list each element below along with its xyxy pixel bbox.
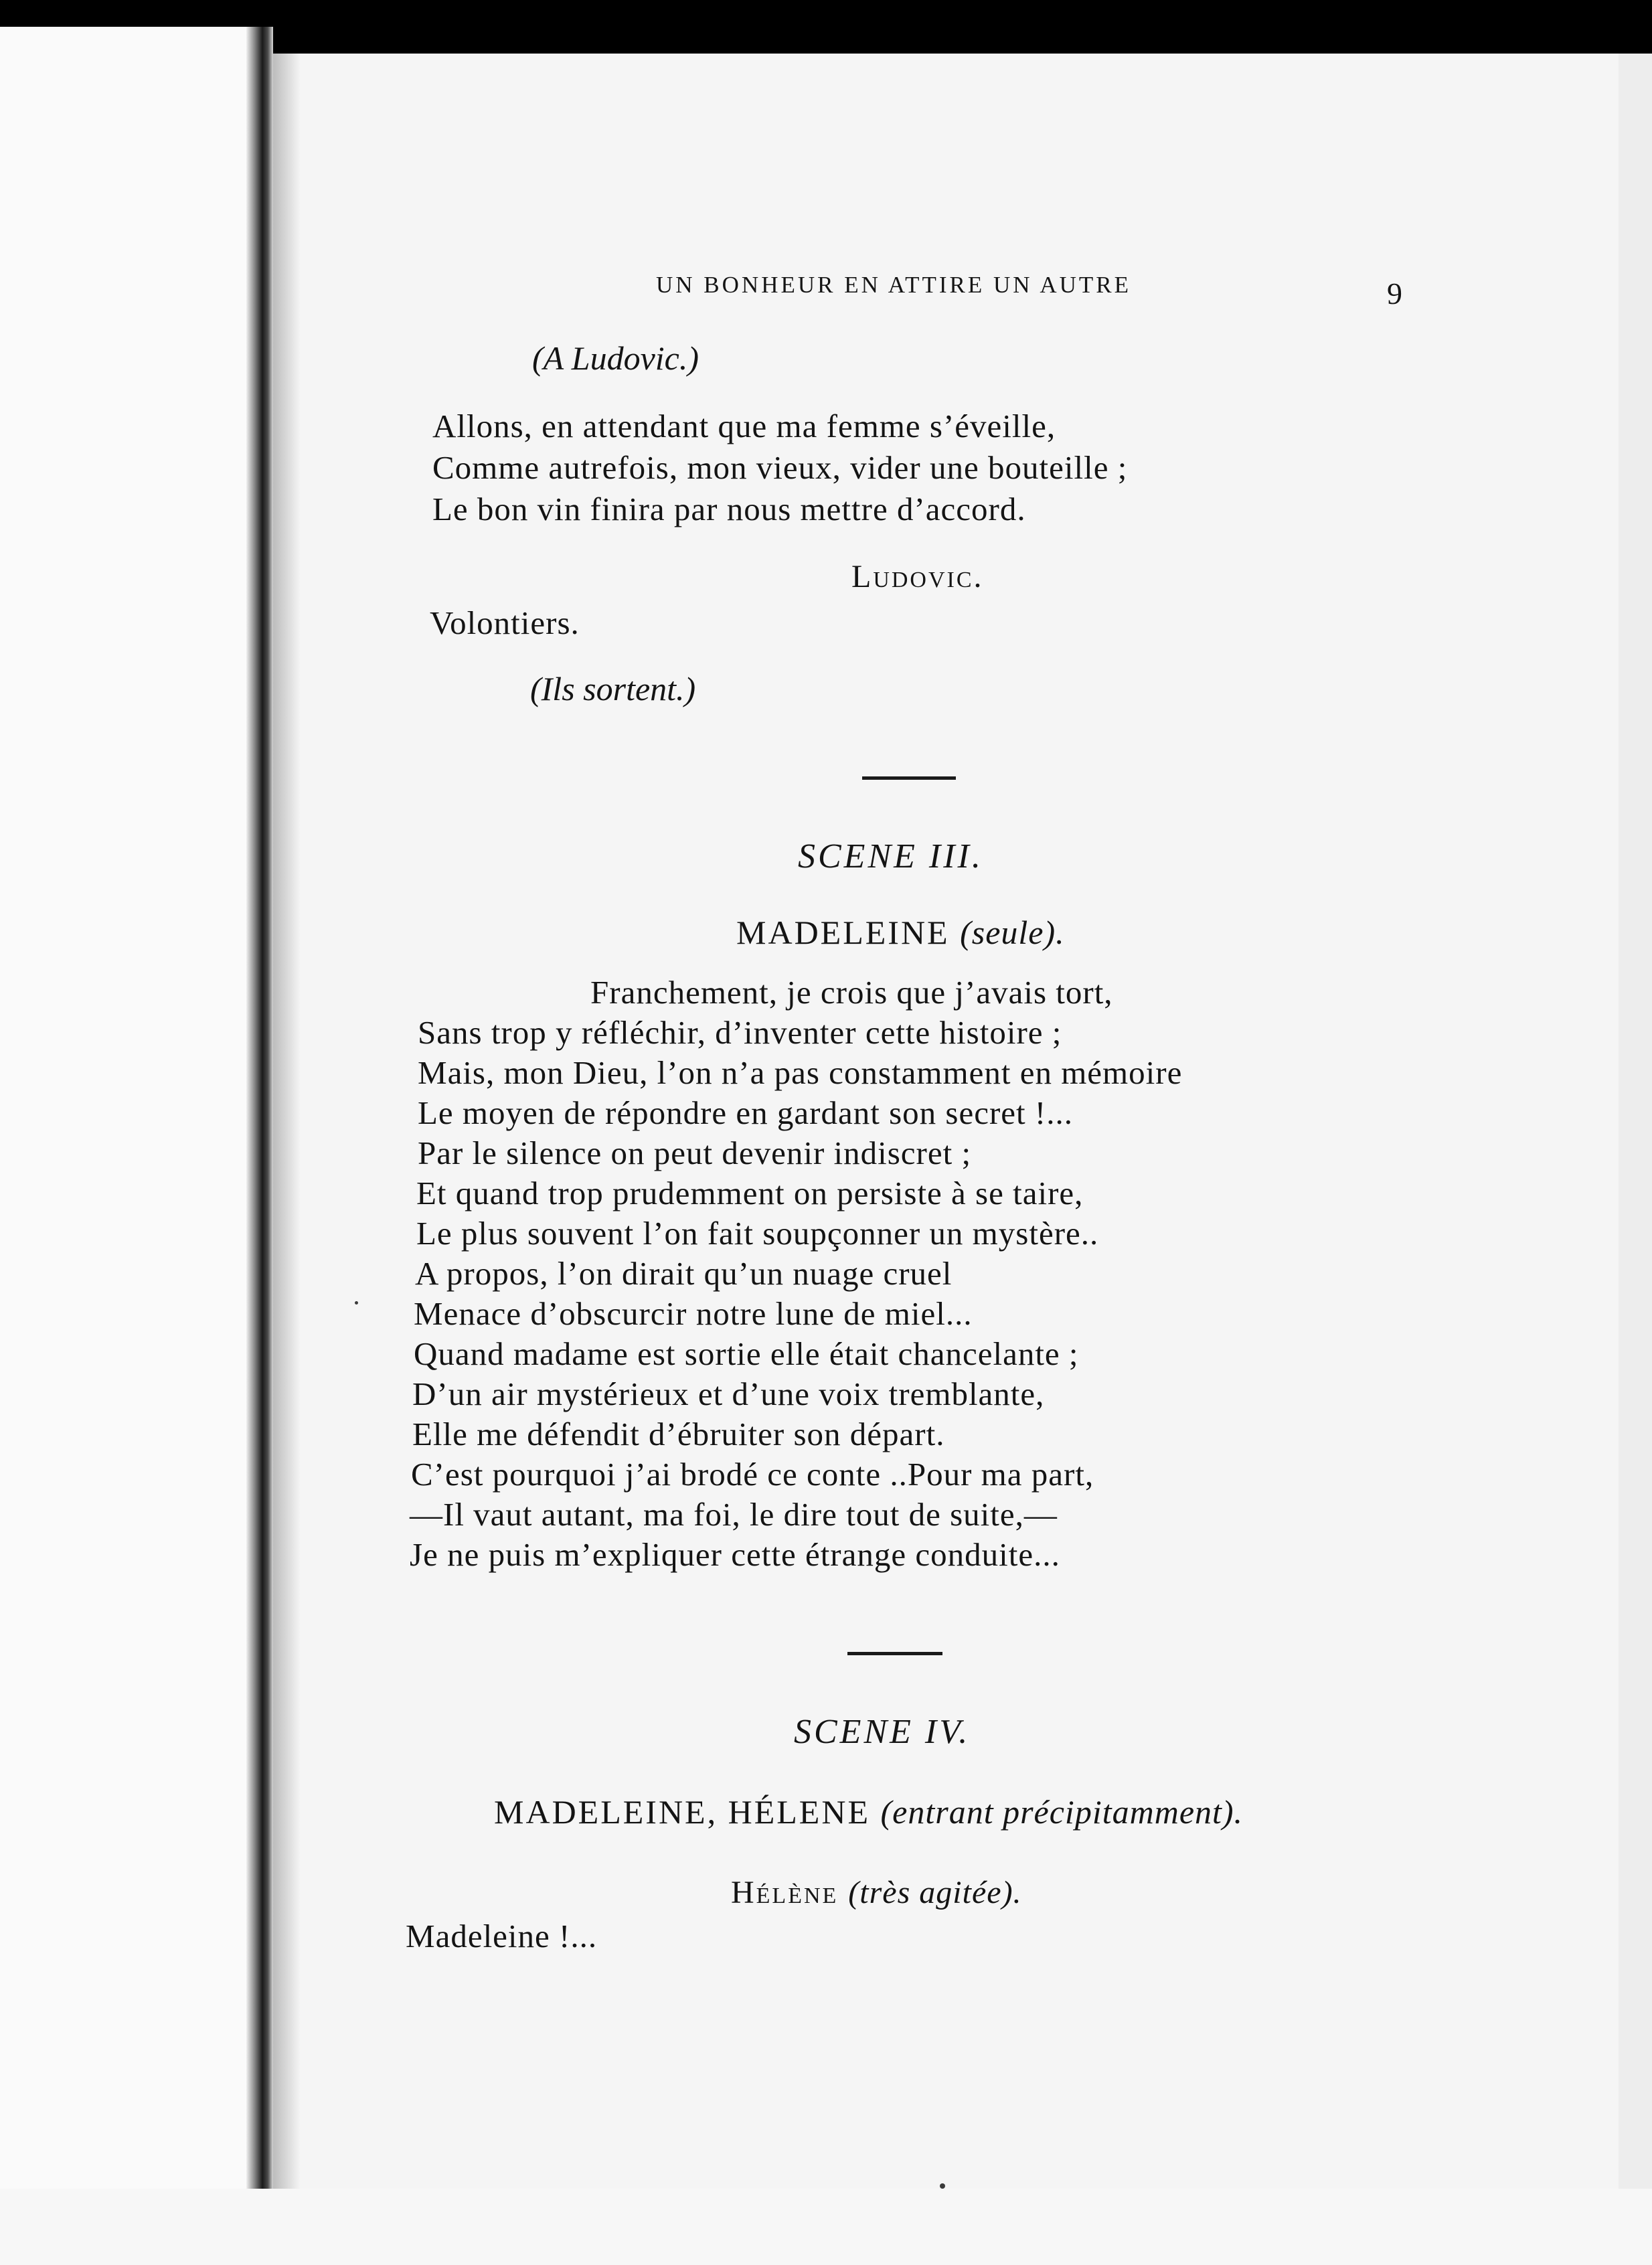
gutter-shadow (273, 54, 300, 2189)
page-right-edge (1619, 54, 1652, 2195)
page-bottom-margin (0, 2189, 1652, 2265)
verse-line: Le plus souvent l’on fait soupçonner un mystère.. (416, 1215, 1099, 1252)
verse-line: Franchement, je crois que j’avais tort, (590, 974, 1113, 1011)
page-number: 9 (1387, 276, 1402, 311)
stage-direction: (A Ludovic.) (532, 339, 699, 377)
verse-line: C’est pourquoi j’ai brodé ce conte ..Pour ma part, (411, 1456, 1094, 1493)
verse-line: Madeleine !... (406, 1918, 598, 1954)
ink-speck (355, 1301, 358, 1305)
verse-line: Menace d’obscurcir notre lune de miel... (414, 1295, 973, 1332)
left-page-margin (0, 27, 268, 2265)
verse-line: Et quand trop prudemment on persiste à se taire, (416, 1175, 1084, 1211)
verse-line: Comme autrefois, mon vieux, vider une bouteille ; (432, 449, 1128, 486)
speaker-name: MADELEINE (736, 914, 950, 951)
section-divider (847, 1652, 942, 1655)
book-spine (246, 27, 273, 2189)
verse-line: —Il vaut autant, ma foi, le dire tout de suite,— (410, 1496, 1058, 1533)
ink-speck (940, 2183, 945, 2189)
scene-characters (494, 1795, 1243, 1829)
speaker-direction: (très agitée). (848, 1875, 1022, 1910)
verse-line: Elle me défendit d’ébruiter son départ. (412, 1416, 945, 1452)
verse-line: D’un air mystérieux et d’une voix tremblante, (412, 1375, 1045, 1412)
scene-speaker (731, 1877, 1022, 1909)
verse-line: Je ne puis m’expliquer cette étrange conduite... (410, 1536, 1060, 1573)
speaker-name: Ludovic. (851, 559, 984, 594)
verse-line: Sans trop y réfléchir, d’inventer cette histoire ; (418, 1014, 1062, 1051)
verse-line: Le moyen de répondre en gardant son secret !... (418, 1094, 1073, 1131)
verse-line: Par le silence on peut devenir indiscret ; (418, 1135, 972, 1171)
scene-title: SCENE III. (798, 837, 983, 875)
verse-line: Quand madame est sortie elle était chancelante ; (414, 1335, 1079, 1372)
verse-line: A propos, l’on dirait qu’un nuage cruel (415, 1255, 953, 1292)
speaker-name: Hélène (731, 1875, 839, 1910)
verse-line: Volontiers. (430, 604, 580, 641)
verse-line: Allons, en attendant que ma femme s’éveille, (432, 408, 1056, 444)
scene-speaker (736, 916, 1065, 949)
characters-list: MADELEINE, HÉLENE (494, 1793, 870, 1831)
verse-line: Mais, mon Dieu, l’on n’a pas constamment en mémoire (418, 1054, 1183, 1091)
characters-direction: (entrant précipitamment). (880, 1793, 1244, 1831)
section-divider (862, 776, 956, 780)
running-head: UN BONHEUR EN ATTIRE UN AUTRE (656, 272, 1132, 298)
verse-line: Le bon vin finira par nous mettre d’accord. (432, 491, 1026, 527)
speaker-direction: (seule). (960, 914, 1065, 951)
scene-title: SCENE IV. (794, 1713, 971, 1751)
stage-direction: (Ils sortent.) (530, 670, 696, 707)
